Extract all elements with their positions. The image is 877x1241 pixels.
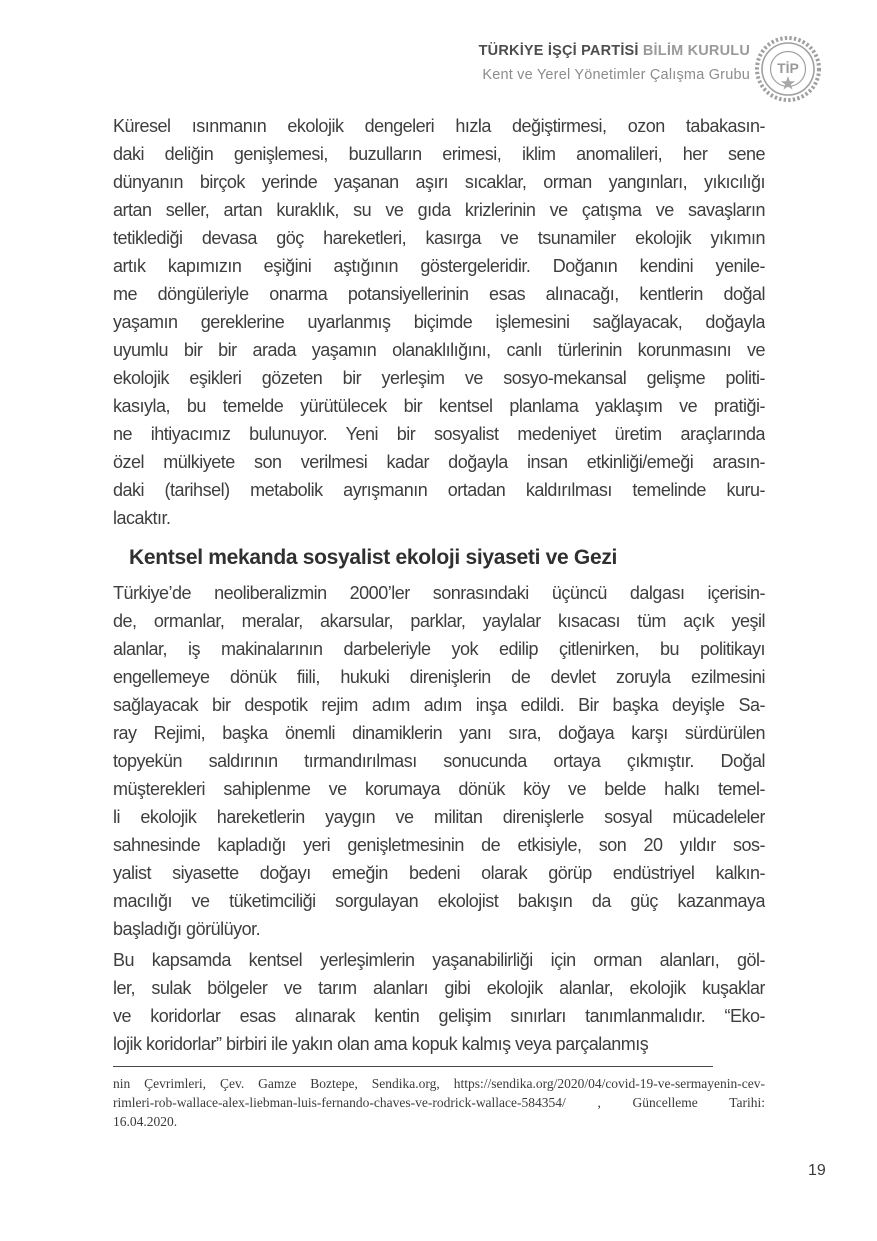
workgroup-subtitle: Kent ve Yerel Yönetimler Çalışma Grubu	[482, 66, 750, 83]
org-title	[479, 44, 750, 59]
text-line: nin Çevrimleri, Çev. Gamze Boztepe, Sendika.org, https://sendika.org/2020/04/covid-19-ve-sermayenin-cev-	[113, 1076, 765, 1091]
text-line: li ekolojik hareketlerin yaygın ve militan direnişlerle sosyal mücadeleler	[113, 807, 765, 827]
text-line: topyekün saldırının tırmandırılması sonucunda ortaya çıkmıştır. Doğal	[113, 751, 765, 771]
text-line: de, ormanlar, meralar, akarsular, parklar, yaylalar kısacası tüm açık yeşil	[113, 611, 765, 631]
text-line: artık kapımızın eşiğini aştığının göstergeleridir. Doğanın kendini yenile-	[113, 256, 765, 276]
text-line: Bu kapsamda kentsel yerleşimlerin yaşanabilirliği için orman alanları, göl-	[113, 950, 765, 970]
text-line: daki (tarihsel) metabolik ayrışmanın ortadan kaldırılması temelinde kuru-	[113, 480, 765, 500]
text-line: uyumlu bir bir arada yaşamın olanaklılığını, canlı türlerinin korunmasını ve	[113, 340, 765, 360]
text-line: rimleri-rob-wallace-alex-liebman-luis-fernando-chaves-ve-rodrick-wallace-584354/ , Güncelleme Tarihi:	[113, 1095, 765, 1110]
org-title-light: BİLİM KURULU	[638, 43, 750, 59]
text-line: sağlayacak bir despotik rejim adım adım inşa edildi. Bir başka deyişle Sa-	[113, 695, 765, 715]
page-number: 19	[808, 1162, 826, 1179]
text-line: 16.04.2020.	[113, 1114, 178, 1129]
text-line: artan seller, artan kuraklık, su ve gıda krizlerinin ve çatışma ve savaşların	[113, 200, 765, 220]
text-line: kasıyla, bu temelde yürütülecek bir kentsel planlama yaklaşım ve pratiği-	[113, 396, 765, 416]
section-heading: Kentsel mekanda sosyalist ekoloji siyaseti ve Gezi	[129, 546, 618, 569]
text-line: lojik koridorlar” birbiri ile yakın olan ama kopuk kalmış veya parçalanmış	[113, 1034, 649, 1054]
logo-text: TİP	[777, 60, 799, 76]
paragraph-1	[113, 112, 765, 532]
text-line: alanlar, iş makinalarının darbeleriyle yok edilip çitlenirken, bu politikayı	[113, 639, 765, 659]
paragraph-3	[113, 946, 765, 1058]
text-line: ve koridorlar esas alınarak kentin gelişim sınırları tanımlanmalıdır. “Eko-	[113, 1006, 765, 1026]
text-line: sahnesinde kapladığı yeri genişletmesinin de etkisiyle, son 20 yıldır sos-	[113, 835, 765, 855]
tip-party-logo-icon	[753, 34, 823, 104]
text-line: özel mülkiyete son verilmesi kadar doğayla insan etkinliği/emeği arasın-	[113, 452, 765, 472]
page-header	[479, 44, 750, 82]
text-line: ray Rejimi, başka önemli dinamiklerin yanı sıra, doğaya karşı sürdürülen	[113, 723, 765, 743]
text-line: ne ihtiyacımız bulunuyor. Yeni bir sosyalist medeniyet üretim araçlarında	[113, 424, 765, 444]
text-line: engellemeye dönük fiili, hukuki direnişlerin de devlet zoruyla ezilmesini	[113, 667, 765, 687]
text-line: müşterekleri sahiplenme ve korumaya dönük köy ve belde halkı temel-	[113, 779, 765, 799]
paragraph-2	[113, 579, 765, 943]
text-line: daki deliğin genişlemesi, buzulların erimesi, iklim anomalileri, her sene	[113, 144, 765, 164]
footnote	[113, 1074, 765, 1131]
text-line: yaşamın gereklerine uyarlanmış biçimde işlemesini sağlayacak, doğayla	[113, 312, 765, 332]
text-line: me döngüleriyle onarma potansiyellerinin esas alınacağı, kentlerin doğal	[113, 284, 765, 304]
text-line: Küresel ısınmanın ekolojik dengeleri hızla değiştirmesi, ozon tabakasın-	[113, 116, 765, 136]
text-line: macılığı ve tüketimciliği sorgulayan ekolojist bakışın da güç kazanmaya	[113, 891, 765, 911]
footnote-divider	[113, 1066, 713, 1067]
star-icon	[781, 76, 795, 90]
text-line: tetiklediği devasa göç hareketleri, kasırga ve tsunamiler ekolojik yıkımın	[113, 228, 765, 248]
text-line: lacaktır.	[113, 508, 171, 528]
text-line: yalist siyasette doğayı emeğin bedeni olarak görüp endüstriyel kalkın-	[113, 863, 765, 883]
org-title-bold: TÜRKİYE İŞÇİ PARTİSİ	[478, 43, 639, 59]
text-line: ler, sulak bölgeler ve tarım alanları gibi ekolojik alanlar, ekolojik kuşaklar	[113, 978, 765, 998]
text-line: Türkiye’de neoliberalizmin 2000’ler sonrasındaki üçüncü dalgası içerisin-	[113, 583, 765, 603]
text-line: ekolojik eşikleri gözeten bir yerleşim ve sosyo-mekansal gelişme politi-	[113, 368, 765, 388]
text-line: dünyanın birçok yerinde yaşanan aşırı sıcaklar, orman yangınları, yıkıcılığı	[113, 172, 765, 192]
text-line: başladığı görülüyor.	[113, 919, 261, 939]
